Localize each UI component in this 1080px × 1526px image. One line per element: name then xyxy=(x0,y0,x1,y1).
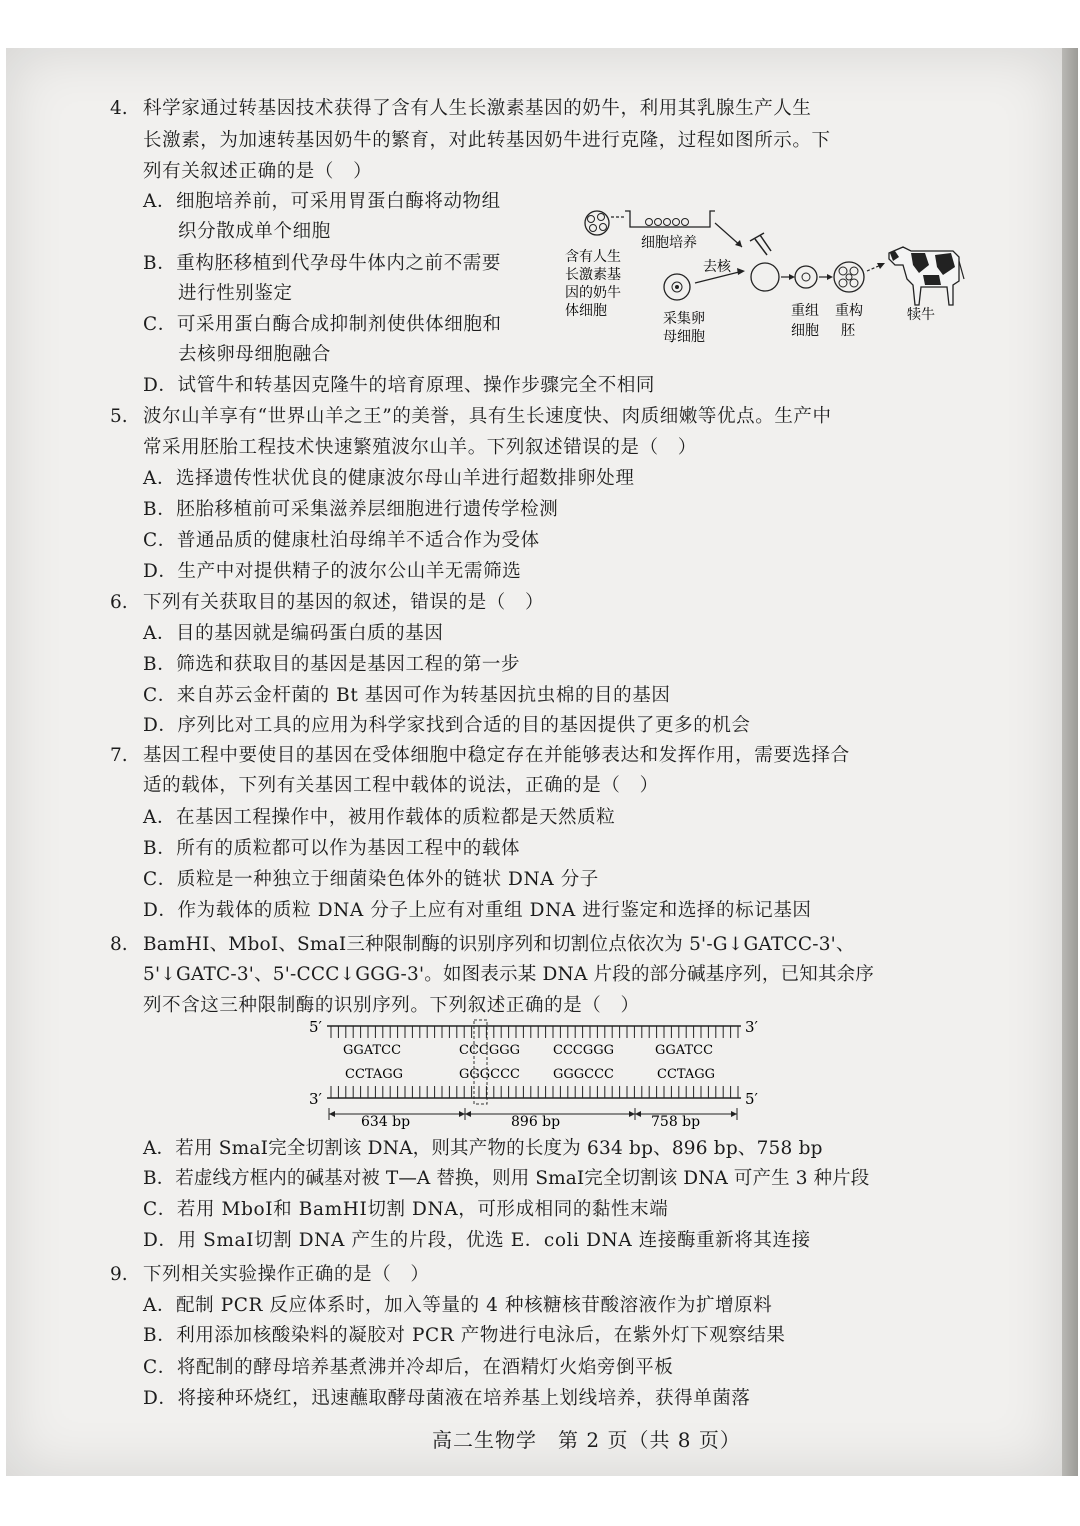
q5-option-d: D．生产中对提供精子的波尔公山羊无需筛选 xyxy=(143,561,522,582)
q7-stem-line-2: 适的载体，下列有关基因工程中载体的说法，正确的是（ ） xyxy=(143,775,659,796)
q8-stem-line-3: 列不含这三种限制酶的识别序列。下列叙述正确的是（ ） xyxy=(143,995,640,1016)
calf-icon xyxy=(889,247,964,305)
q4-number: 4. xyxy=(110,98,128,119)
q4-stem-line-2: 长激素，为加速转基因奶牛的繁育，对此转基因奶牛进行克隆，过程如图所示。下 xyxy=(143,130,831,151)
q8-option-d: D．用 SmaⅠ切割 DNA 产生的片段，优选 E．coli DNA 连接酶重新将其连接 xyxy=(143,1230,811,1251)
q4-option-b-line-1: B．重构胚移植到代孕母牛体内之前不需要 xyxy=(143,253,501,274)
q6-option-a: A．目的基因就是编码蛋白质的基因 xyxy=(143,623,444,644)
q7-option-c: C．质粒是一种独立于细菌染色体外的链状 DNA 分子 xyxy=(143,869,599,890)
q5-option-c: C．普通品质的健康杜泊母绵羊不适合作为受体 xyxy=(143,530,540,551)
q6-option-c: C．来自苏云金杆菌的 Bt 基因可作为转基因抗虫棉的目的基因 xyxy=(143,685,671,706)
label-embryo-line-2: 胚 xyxy=(841,323,855,339)
culture-dish xyxy=(611,211,715,227)
page-edge-shadow xyxy=(1062,48,1078,1476)
scan-border xyxy=(6,0,1078,48)
q8-stem-line-2: 5'↓GATC-3'、5'-CCC↓GGG-3'。如图表示某 DNA 片段的部分碱基序列，已知其余序 xyxy=(143,964,875,985)
q8-option-a: A．若用 SmaⅠ完全切割该 DNA，则其产物的长度为 634 bp、896 bp、758 bp xyxy=(143,1138,823,1159)
reconstructed-embryo-icon xyxy=(834,262,864,292)
label-cell-culture: 细胞培养 xyxy=(641,235,697,251)
q5-option-b: B．胚胎移植前可采集滋养层细胞进行遗传学检测 xyxy=(143,499,559,520)
q7-number: 7. xyxy=(110,745,128,766)
bottom-strand-bases xyxy=(331,1086,738,1098)
q8-number: 8. xyxy=(110,934,128,955)
dividing-cell-icon xyxy=(795,266,817,288)
q8-option-c: C．若用 MboⅠ和 BamHⅠ切割 DNA，可形成相同的黏性末端 xyxy=(143,1199,669,1220)
length-896 xyxy=(465,1108,635,1130)
q9-option-b: B．利用添加核酸染料的凝胶对 PCR 产物进行电泳后，在紫外灯下观察结果 xyxy=(143,1325,786,1346)
q9-stem: 下列相关实验操作正确的是（ ） xyxy=(143,1264,430,1285)
q4-option-a-line-2: 织分散成单个细胞 xyxy=(178,221,331,242)
label-collect-egg-line-1: 采集卵 xyxy=(663,311,705,327)
label-embryo-line-1: 重构 xyxy=(835,303,863,319)
q9-option-d: D．将接种环烧红，迅速蘸取酵母菌液在培养基上划线培养，获得单菌落 xyxy=(143,1388,751,1409)
label-donor-line-1: 含有人生 xyxy=(565,249,621,265)
q4-option-d: D．试管牛和转基因克隆牛的培育原理、操作步骤完全不相同 xyxy=(143,375,656,396)
q7-option-b: B．所有的质粒都可以作为基因工程中的载体 xyxy=(143,838,521,859)
q9-option-c: C．将配制的酵母培养基煮沸并冷却后，在酒精灯火焰旁倒平板 xyxy=(143,1357,674,1378)
q9-number: 9. xyxy=(110,1264,128,1285)
label-donor-line-2: 长激素基 xyxy=(565,267,621,283)
q5-stem-line-2: 常采用胚胎工程技术快速繁殖波尔山羊。下列叙述错误的是（ ） xyxy=(143,437,697,458)
label-bottom-3prime: 3′ xyxy=(309,1090,322,1108)
oocyte-icon xyxy=(664,274,690,300)
q4-option-a-line-1: A．细胞培养前，可采用胃蛋白酶将动物组 xyxy=(143,191,501,212)
q4-stem-line-1: 科学家通过转基因技术获得了含有人生长激素基因的奶牛，利用其乳腺生产人生 xyxy=(143,98,812,119)
q4-option-c-line-2: 去核卵母细胞融合 xyxy=(178,344,331,365)
q9-option-a: A．配制 PCR 反应体系时，加入等量的 4 种核糖核苷酸溶液作为扩增原料 xyxy=(143,1295,773,1316)
label-bottom-5prime: 5′ xyxy=(745,1090,758,1108)
label-donor-line-3: 因的奶牛 xyxy=(565,285,621,301)
q6-option-b: B．筛选和获取目的基因是基因工程的第一步 xyxy=(143,654,521,675)
top-seq-bamh1-left: GGATCC xyxy=(343,1043,402,1058)
bottom-seq-bamh1-right: CCTAGG xyxy=(657,1067,716,1082)
q5-stem-line-1: 波尔山羊享有“世界山羊之王”的美誉，具有生长速度快、肉质细嫩等优点。生产中 xyxy=(143,406,832,427)
micropipette-icon xyxy=(750,233,771,255)
q8-option-b: B．若虚线方框内的碱基对被 T—A 替换，则用 SmaⅠ完全切割该 DNA 可产生 3 种片段 xyxy=(143,1168,870,1189)
length-758 xyxy=(635,1108,737,1130)
recombined-cell-icon xyxy=(751,263,779,291)
length-634 xyxy=(329,1108,465,1130)
q8-stem-line-1: BamHⅠ、MboⅠ、SmaⅠ三种限制酶的识别序列和切割位点依次为 5'-G↓GATCC-3'、 xyxy=(143,934,855,955)
cloning-process-diagram xyxy=(555,195,965,355)
dna-fragment-diagram xyxy=(305,1016,775,1136)
q6-stem: 下列有关获取目的基因的叙述，错误的是（ ） xyxy=(143,592,545,613)
bottom-seq-sma1-first: GGGCCC xyxy=(459,1067,520,1082)
top-seq-sma1-first: CCCGGG xyxy=(459,1043,520,1058)
top-seq-bamh1-right: GGATCC xyxy=(655,1043,714,1058)
label-calf: 犊牛 xyxy=(907,307,935,323)
dashed-box xyxy=(474,1020,487,1104)
label-collect-egg-line-2: 母细胞 xyxy=(663,329,705,345)
q7-stem-line-1: 基因工程中要使目的基因在受体细胞中稳定存在并能够表达和发挥作用，需要选择合 xyxy=(143,745,850,766)
q4-stem-line-3: 列有关叙述正确的是（ ） xyxy=(143,161,373,182)
label-recombined-line-1: 重组 xyxy=(791,303,819,319)
bottom-seq-sma1-second: GGGCCC xyxy=(553,1067,614,1082)
donor-cell-cluster xyxy=(585,211,609,235)
q7-option-a: A．在基因工程操作中，被用作载体的质粒都是天然质粒 xyxy=(143,807,616,828)
length-758-label: 758 bp xyxy=(651,1114,701,1130)
q7-option-d: D．作为载体的质粒 DNA 分子上应有对重组 DNA 进行鉴定和选择的标记基因 xyxy=(143,900,812,921)
label-top-5prime: 5′ xyxy=(309,1018,322,1036)
q4-option-c-line-1: C．可采用蛋白酶合成抑制剂使供体细胞和 xyxy=(143,314,502,335)
label-enucleate: 去核 xyxy=(703,259,731,275)
top-strand-bases xyxy=(331,1026,738,1038)
label-recombined-line-2: 细胞 xyxy=(791,323,819,339)
length-634-label: 634 bp xyxy=(361,1114,411,1130)
q5-number: 5. xyxy=(110,406,128,427)
top-seq-sma1-second: CCCGGG xyxy=(553,1043,614,1058)
q5-option-a: A．选择遗传性状优良的健康波尔母山羊进行超数排卵处理 xyxy=(143,468,635,489)
length-896-label: 896 bp xyxy=(511,1114,561,1130)
q4-option-b-line-2: 进行性别鉴定 xyxy=(178,283,293,304)
q6-option-d: D．序列比对工具的应用为科学家找到合适的目的基因提供了更多的机会 xyxy=(143,715,751,736)
page-footer: 高二生物学 第 2 页（共 8 页） xyxy=(432,1428,741,1452)
label-donor-line-4: 体细胞 xyxy=(565,303,607,319)
bottom-seq-bamh1-left: CCTAGG xyxy=(345,1067,404,1082)
q6-number: 6. xyxy=(110,592,128,613)
label-top-3prime: 3′ xyxy=(745,1018,758,1036)
